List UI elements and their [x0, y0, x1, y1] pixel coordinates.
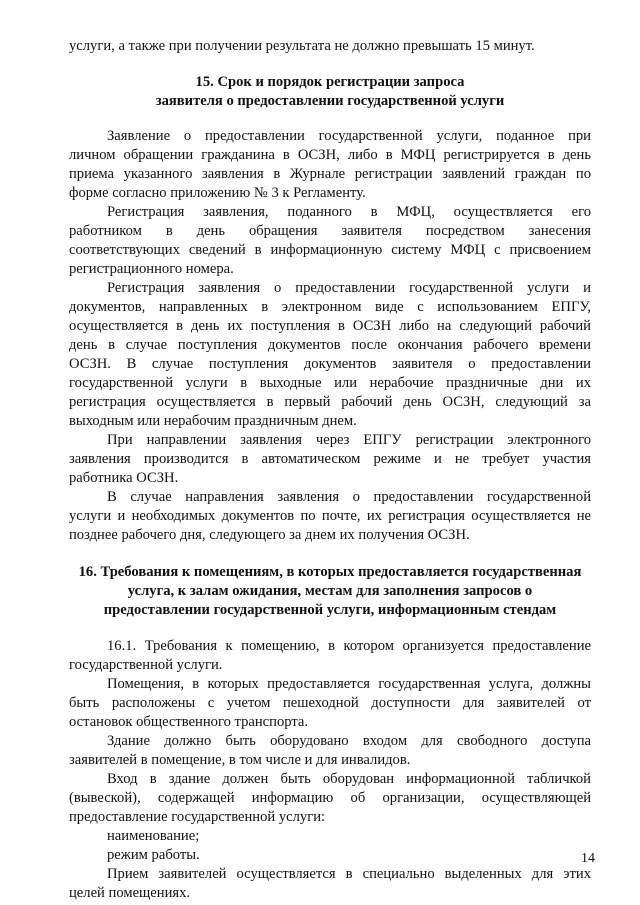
text-line: государственной услуги в выходные или нерабочие праздничные дни их	[69, 375, 591, 391]
text-line: приема указанного заявления в Журнале регистрации заявлений граждан по	[69, 166, 591, 182]
text-line: услуги, а также при получении результата не должно превышать 15 минут.	[69, 38, 535, 54]
text-line: целей помещениях.	[69, 885, 191, 901]
text-line: услуги и необходимых документов по почте, их регистрация осуществляется не	[69, 508, 591, 524]
text-line: наименование;	[107, 828, 200, 844]
text-line: государственной услуги.	[69, 657, 223, 673]
text-line: работником в день обращения заявителя посредством занесения	[69, 223, 591, 239]
text-line: регистрация осуществляется в первый рабочий день ОСЗН, следующий за	[69, 394, 591, 410]
text-line: При направлении заявления через ЕПГУ регистрации электронного	[107, 432, 591, 448]
section-16-title-line: услуга, к залам ожидания, местам для заполнения запросов о	[127, 583, 533, 599]
text-line: режим работы.	[107, 847, 200, 863]
text-line: Заявление о предоставлении государственной услуги, поданное при	[107, 128, 591, 144]
text-line: форме согласно приложению № 3 к Регламенту.	[69, 185, 366, 201]
text-line: заявителей в помещение, в том числе и для инвалидов.	[69, 752, 411, 768]
text-line: Регистрация заявления о предоставлении государственной услуги и	[107, 280, 591, 296]
text-line: Прием заявителей осуществляется в специально выделенных для этих	[107, 866, 591, 882]
text-line: позднее рабочего дня, следующего за днем их получения ОСЗН.	[69, 527, 470, 543]
text-line: предоставление государственной услуги:	[69, 809, 326, 825]
text-line: осуществляется в день их поступления в ОСЗН либо на следующий рабочий	[69, 318, 591, 334]
text-line: соответствующих сведений в информационную систему МФЦ с присвоением	[69, 242, 591, 258]
text-line: регистрационного номера.	[69, 261, 234, 277]
text-line: Здание должно быть оборудовано входом для свободного доступа	[107, 733, 591, 749]
text-line: заявления производится в автоматическом режиме и не требует участия	[69, 451, 591, 467]
text-line: остановок общественного транспорта.	[69, 714, 309, 730]
text-line: В случае направления заявления о предоставлении государственной	[107, 489, 591, 505]
text-line: быть расположены с учетом пешеходной доступности для заявителей от	[69, 695, 591, 711]
text-line: Вход в здание должен быть оборудован информационной табличкой	[107, 771, 591, 787]
page-number: 14	[581, 851, 595, 866]
section-15-title-line: 15. Срок и порядок регистрации запроса	[195, 74, 465, 90]
text-line: документов, направленных в электронном виде с использованием ЕПГУ,	[69, 299, 591, 315]
section-16-title-line: предоставлении государственной услуги, информационным стендам	[103, 602, 557, 618]
text-line: (вывеской), содержащей информацию об организации, осуществляющей	[69, 790, 591, 806]
text-line: выходным или нерабочим праздничным днем.	[69, 413, 357, 429]
section-15-title-line: заявителя о предоставлении государственной услуги	[155, 93, 505, 109]
text-line: день в случае поступления документов после окончания рабочего времени	[69, 337, 591, 353]
text-line: личном обращении гражданина в ОСЗН, либо в МФЦ регистрируется в день	[69, 147, 591, 163]
text-line: ОСЗН. В случае поступления документов заявителя о предоставлении	[69, 356, 591, 372]
text-line: 16.1. Требования к помещению, в котором организуется предоставление	[107, 638, 591, 654]
text-line: Помещения, в которых предоставляется государственная услуга, должны	[107, 676, 591, 692]
section-16-title-line: 16. Требования к помещениям, в которых предоставляется государственная	[78, 564, 582, 580]
text-line: Регистрация заявления, поданного в МФЦ, осуществляется его	[107, 204, 591, 220]
text-line: работника ОСЗН.	[69, 470, 179, 486]
